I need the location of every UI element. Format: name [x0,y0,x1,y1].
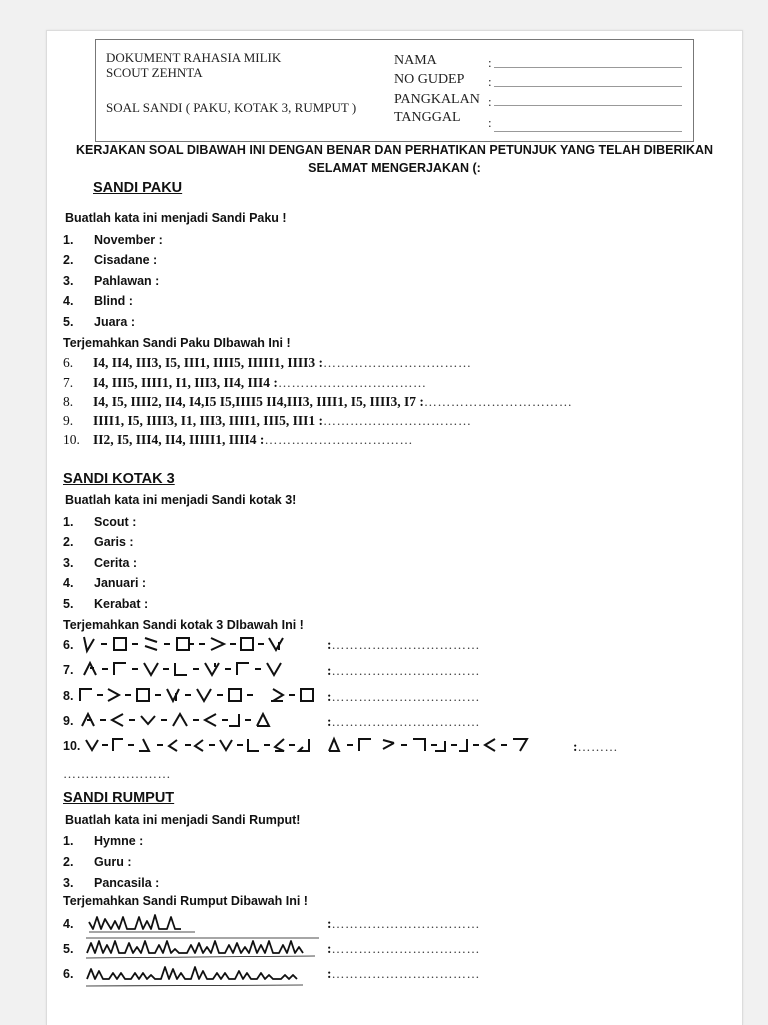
answer-sep: : [327,689,332,704]
kotak-item-num: 5. [63,597,74,611]
kotak-task1: Buatlah kata ini menjadi Sandi kotak 3! [65,493,297,507]
paku-item-num: 5. [63,315,74,329]
answer-dots[interactable]: …………………………… [277,375,427,390]
field-input-pangkalan[interactable] [494,105,682,106]
paku-q-num: 10. [63,432,80,447]
rumput-q-num: 5. [63,942,74,956]
kotak-cipher-image [77,685,327,705]
kotak-q-answer [573,739,618,755]
kotak-item-word: Cerita : [94,556,138,570]
paku-q-row [93,432,413,448]
rumput-item-num: 2. [63,855,74,869]
answer-dots[interactable]: …………………………… [264,432,413,447]
field-label-nama: NAMA [394,53,437,68]
answer-dots[interactable]: …………………………… [331,663,480,678]
answer-sep: : [327,714,332,729]
paku-task2: Terjemahkan Sandi Paku DIbawah Ini ! [63,336,291,350]
kotak-q-answer [327,663,480,679]
kotak-item-num: 3. [63,556,74,570]
kotak-cipher-image [83,735,569,755]
answer-dots-continued[interactable]: …………………… [63,766,171,781]
field-sep-gudep: : [488,74,492,89]
rumput-cipher-image [83,935,323,959]
answer-dots[interactable]: …………………………… [331,941,480,956]
paku-q-code: II2, I5, III4, II4, IIIII1, IIII4 : [93,432,265,447]
kotak-cipher-image [79,710,329,730]
paku-q-num: 7. [63,375,74,390]
field-sep-tanggal: : [488,115,492,130]
field-input-nama[interactable] [494,67,682,68]
paku-item-num: 2. [63,253,74,267]
field-label-gudep: NO GUDEP [394,72,465,87]
paku-item-num: 4. [63,294,74,308]
paku-item-word: November : [94,233,163,247]
paku-item-word: Pahlawan : [94,274,160,288]
answer-dots[interactable]: …………………………… [331,916,480,931]
kotak-q-answer [327,637,480,653]
paku-item-word: Cisadane : [94,253,158,267]
kotak-item-word: Januari : [94,576,147,590]
rumput-q-answer [327,966,480,982]
paku-q-row [93,355,471,371]
paku-task1: Buatlah kata ini menjadi Sandi Paku ! [65,211,287,225]
field-sep-nama: : [488,55,492,70]
document-page [46,30,743,1025]
kotak-item-word: Scout : [94,515,137,529]
doc-subject: SOAL SANDI ( PAKU, KOTAK 3, RUMPUT ) [106,100,357,115]
kotak-task2: Terjemahkan Sandi kotak 3 DIbawah Ini ! [63,618,304,632]
paku-item-word: Blind : [94,294,133,308]
paku-q-row [93,375,426,391]
paku-q-row [93,394,572,410]
answer-dots[interactable]: …………………………… [331,637,480,652]
rumput-task1: Buatlah kata ini menjadi Sandi Rumput! [65,813,301,827]
rumput-cipher-image [83,961,313,987]
field-label-tanggal: TANGGAL [394,110,461,125]
instruction-line1: KERJAKAN SOAL DIBAWAH INI DENGAN BENAR DAN PERHATIKAN PETUNJUK YANG TELAH DIBERIKAN [75,143,714,157]
rumput-q-answer [327,916,480,932]
section-title-rumput: SANDI RUMPUT [63,790,175,806]
rumput-q-answer [327,941,480,957]
header-box [95,39,694,142]
doc-owner-line1: DOKUMENT RAHASIA MILIK [106,50,282,65]
answer-dots[interactable]: …………………………… [331,714,480,729]
kotak-q-num: 10. [63,739,81,753]
answer-dots[interactable]: …………………………… [331,966,480,981]
rumput-item-word: Guru : [94,855,132,869]
field-sep-pangkalan: : [488,94,492,109]
answer-sep: : [327,941,332,956]
paku-item-num: 1. [63,233,74,247]
paku-q-num: 6. [63,355,74,370]
section-title-kotak: SANDI KOTAK 3 [63,471,175,487]
kotak-cipher-image [81,659,331,679]
kotak-item-num: 4. [63,576,74,590]
rumput-item-num: 3. [63,876,74,890]
kotak-q-num: 6. [63,638,74,652]
kotak-q-num: 7. [63,663,74,677]
rumput-task2: Terjemahkan Sandi Rumput Dibawah Ini ! [63,894,308,908]
field-input-tanggal[interactable] [494,131,682,132]
rumput-q-num: 6. [63,967,74,981]
kotak-q-num: 8. [63,689,74,703]
answer-sep: : [327,637,332,652]
kotak-item-num: 1. [63,515,74,529]
field-label-pangkalan: PANGKALAN [394,92,480,107]
paku-q-row [93,413,471,429]
kotak-q-answer [327,689,480,705]
instruction-line2: SELAMAT MENGERJAKAN (: [308,161,481,175]
rumput-cipher-image [85,911,235,933]
answer-dots[interactable]: …………………………… [322,355,472,370]
answer-sep: : [327,966,332,981]
field-input-gudep[interactable] [494,86,682,87]
kotak-item-word: Kerabat : [94,597,149,611]
kotak-q-answer [327,714,480,730]
kotak-cipher-image [81,634,331,654]
answer-dots[interactable]: …………………………… [322,413,472,428]
answer-sep: : [573,739,578,754]
rumput-q-num: 4. [63,917,74,931]
paku-q-code: IIII1, I5, IIII3, I1, III3, IIII1, III5, III1 : [93,413,323,428]
doc-owner-line2: SCOUT ZEHNTA [106,65,203,80]
rumput-item-num: 1. [63,834,74,848]
rumput-item-word: Hymne : [94,834,144,848]
paku-q-num: 9. [63,413,74,428]
answer-dots[interactable]: …………………………… [423,394,573,409]
paku-q-code: I4, I5, IIII2, II4, I4,I5 I5,IIII5 II4,III3, IIII1, I5, IIII3, I7 : [93,394,424,409]
answer-dots[interactable]: …………………………… [331,689,480,704]
paku-item-word: Juara : [94,315,135,329]
rumput-item-word: Pancasila : [94,876,160,890]
answer-dots[interactable]: ……… [577,739,618,754]
kotak-item-num: 2. [63,535,74,549]
answer-sep: : [327,663,332,678]
paku-q-num: 8. [63,394,74,409]
paku-item-num: 3. [63,274,74,288]
kotak-item-word: Garis : [94,535,134,549]
paku-q-code: I4, III5, IIII1, I1, III3, II4, III4 : [93,375,278,390]
kotak-q-num: 9. [63,714,74,728]
section-title-paku: SANDI PAKU [93,180,183,196]
paku-q-code: I4, II4, III3, I5, III1, IIII5, IIIII1, IIII3 : [93,355,323,370]
answer-sep: : [327,916,332,931]
